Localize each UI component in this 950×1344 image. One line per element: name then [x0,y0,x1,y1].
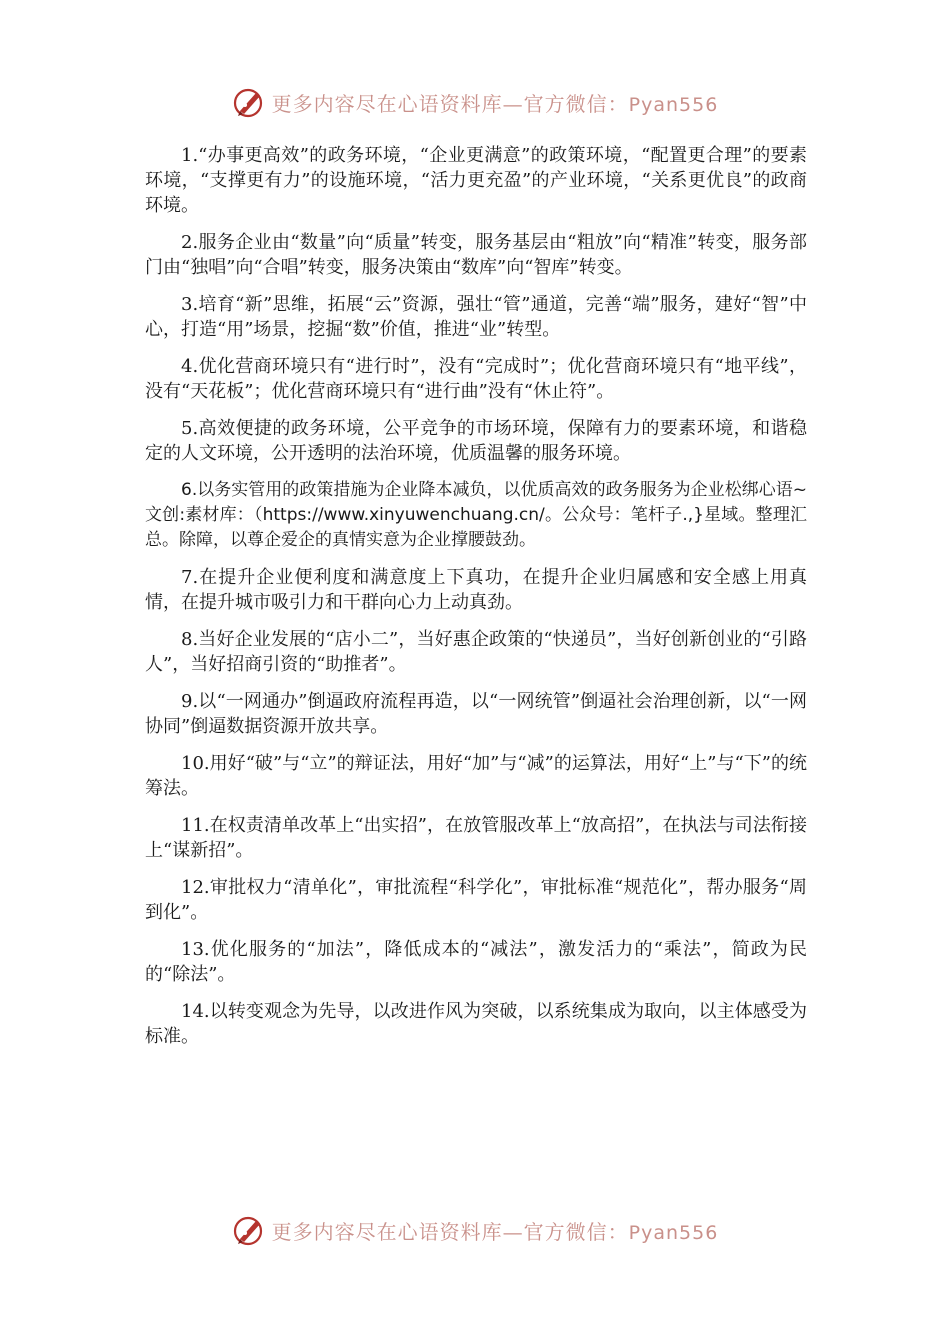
document-body [145,143,807,1061]
paragraph-12: 12.审批权力“清单化”，审批流程“科学化”，审批标准“规范化”，帮办服务“周到化”。 [145,877,807,923]
paragraph-5: 5.高效便捷的政务环境，公平竞争的市场环境，保障有力的要素环境，和谐稳定的人文环境，公开透明的法治环境，优质温馨的服务环境。 [145,418,807,464]
banner-text-cn: 更多内容尽在心语资料库—官方微信： [271,1219,629,1244]
paragraph-14: 14.以转变观念为先导，以改进作风为突破，以系统集成为取向，以主体感受为标准。 [145,1001,807,1047]
paragraph-3: 3.培育“新”思维，拓展“云”资源，强壮“管”通道，完善“端”服务，建好“智”中心，打造“用”场景，挖掘“数”价值，推进“业”转型。 [145,294,807,340]
banner-wechat-id: Pyan556 [628,1221,719,1244]
header-banner [0,80,950,124]
paragraph-9: 9.以“一网通办”倒逼政府流程再造，以“一网统管”倒逼社会治理创新，以“一网协同”倒逼数据资源开放共享。 [145,691,807,737]
paragraph-10: 10.用好“破”与“立”的辩证法，用好“加”与“减”的运算法，用好“上”与“下”的统筹法。 [145,753,807,799]
pen-logo-icon [232,1213,266,1247]
banner-text-cn: 更多内容尽在心语资料库—官方微信： [271,91,629,116]
paragraph-2: 2.服务企业由“数量”向“质量”转变，服务基层由“粗放”向“精准”转变，服务部门由“独唱”向“合唱”转变，服务决策由“数库”向“智库”转变。 [145,232,807,278]
banner-text [272,88,719,117]
footer-banner [0,1208,950,1252]
banner-wechat-id: Pyan556 [628,93,719,116]
paragraph-8: 8.当好企业发展的“店小二”，当好惠企政策的“快递员”，当好创新创业的“引路人”，当好招商引资的“助推者”。 [145,629,807,675]
paragraph-1: 1.“办事更高效”的政务环境，“企业更满意”的政策环境，“配置更合理”的要素环境，“支撑更有力”的设施环境，“活力更充盈”的产业环境，“关系更优良”的政商环境。 [145,145,807,216]
paragraph-6: 6.以务实管用的政策措施为企业降本减负，以优质高效的政务服务为企业松绑心语~文创:素材库：（https://www.xinyuwenchuang.cn/。公众号：笔杆子.,}星域。整理汇总。除障，以尊企爱企的真情实意为企业撑腰鼓劲。 [145,480,807,550]
paragraph-11: 11.在权责清单改革上“出实招”，在放管服改革上“放高招”，在执法与司法衔接上“谋新招”。 [145,815,807,861]
paragraph-13: 13.优化服务的“加法”，降低成本的“减法”，激发活力的“乘法”，简政为民的“除法”。 [145,939,807,985]
pen-logo-icon [232,85,266,119]
banner-text [272,1216,719,1245]
paragraph-7: 7.在提升企业便利度和满意度上下真功，在提升企业归属感和安全感上用真情，在提升城市吸引力和干群向心力上动真劲。 [145,567,807,613]
paragraph-4: 4.优化营商环境只有“进行时”，没有“完成时”；优化营商环境只有“地平线”，没有“天花板”；优化营商环境只有“进行曲”没有“休止符”。 [145,356,807,402]
